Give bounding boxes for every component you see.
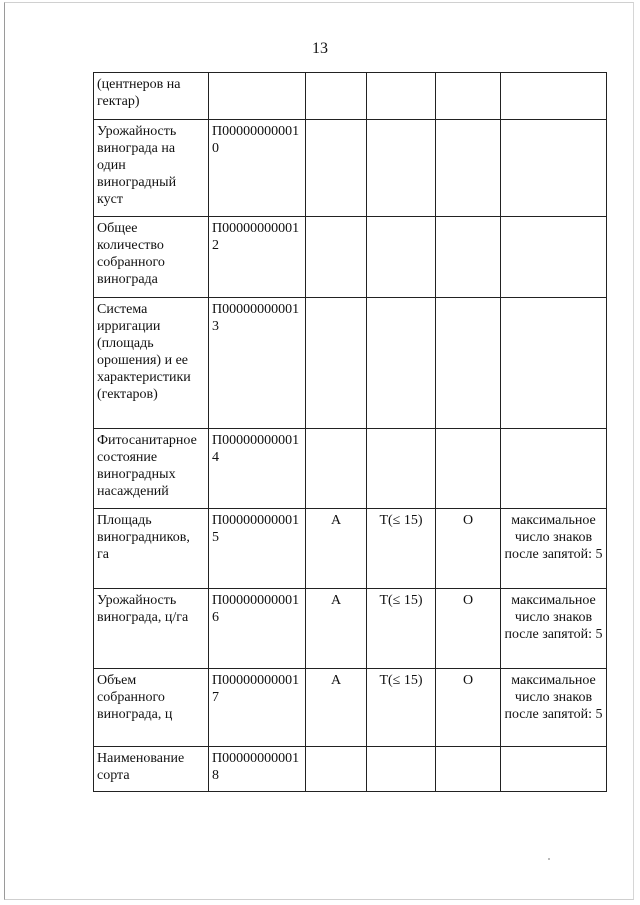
indicator-name-cell: Фитосанитарное состояние виноградных насаждений: [94, 429, 209, 509]
format-a-cell: [306, 298, 367, 429]
format-t-cell: Т(≤ 15): [367, 589, 436, 669]
note-cell: [501, 747, 607, 792]
indicator-code-cell: П000000000013: [209, 298, 306, 429]
indicator-name-cell: Наименование сорта: [94, 747, 209, 792]
format-t-cell: [367, 217, 436, 298]
indicator-code-cell: П000000000017: [209, 669, 306, 747]
format-t-cell: Т(≤ 15): [367, 509, 436, 589]
format-o-cell: [436, 217, 501, 298]
table-row: [94, 669, 607, 747]
format-o-cell: О: [436, 669, 501, 747]
format-a-cell: [306, 217, 367, 298]
format-t-cell: [367, 747, 436, 792]
format-a-cell: [306, 120, 367, 217]
indicator-code-cell: П000000000014: [209, 429, 306, 509]
table-row: [94, 298, 607, 429]
note-cell: максимальное число знаков после запятой: 5: [501, 509, 607, 589]
format-t-cell: [367, 73, 436, 120]
format-o-cell: О: [436, 509, 501, 589]
format-t-cell: [367, 298, 436, 429]
format-a-cell: А: [306, 509, 367, 589]
indicator-code-cell: П000000000015: [209, 509, 306, 589]
format-t-cell: [367, 120, 436, 217]
format-o-cell: [436, 429, 501, 509]
format-a-cell: [306, 747, 367, 792]
note-cell: [501, 120, 607, 217]
indicator-code-cell: П000000000012: [209, 217, 306, 298]
format-o-cell: [436, 298, 501, 429]
format-o-cell: [436, 73, 501, 120]
table-row: [94, 217, 607, 298]
format-a-cell: [306, 429, 367, 509]
note-cell: [501, 73, 607, 120]
format-o-cell: [436, 120, 501, 217]
indicator-name-cell: Площадь виноградников, га: [94, 509, 209, 589]
indicator-name-cell: Общее количество собранного винограда: [94, 217, 209, 298]
page-number: 13: [312, 40, 328, 57]
format-o-cell: [436, 747, 501, 792]
format-a-cell: А: [306, 589, 367, 669]
format-t-cell: Т(≤ 15): [367, 669, 436, 747]
indicator-name-cell: Объем собранного винограда, ц: [94, 669, 209, 747]
indicator-name-cell: (центнеров на гектар): [94, 73, 209, 120]
table-row: [94, 589, 607, 669]
indicator-code-cell: [209, 73, 306, 120]
format-a-cell: А: [306, 669, 367, 747]
table-row: [94, 429, 607, 509]
indicator-code-cell: П000000000010: [209, 120, 306, 217]
note-cell: максимальное число знаков после запятой: 5: [501, 589, 607, 669]
format-t-cell: [367, 429, 436, 509]
indicators-table: [93, 72, 607, 792]
note-cell: [501, 429, 607, 509]
indicator-code-cell: П000000000016: [209, 589, 306, 669]
table-row: [94, 509, 607, 589]
format-a-cell: [306, 73, 367, 120]
indicator-name-cell: Система ирригации (площадь орошения) и ее характеристики (гектаров): [94, 298, 209, 429]
format-o-cell: О: [436, 589, 501, 669]
indicator-name-cell: Урожайность винограда, ц/га: [94, 589, 209, 669]
note-cell: максимальное число знаков после запятой: 5: [501, 669, 607, 747]
table-row: [94, 73, 607, 120]
table-row: [94, 120, 607, 217]
indicator-code-cell: П000000000018: [209, 747, 306, 792]
scan-speck: [548, 858, 550, 860]
note-cell: [501, 298, 607, 429]
note-cell: [501, 217, 607, 298]
table-row: [94, 747, 607, 792]
indicator-name-cell: Урожайность винограда на один виноградный куст: [94, 120, 209, 217]
